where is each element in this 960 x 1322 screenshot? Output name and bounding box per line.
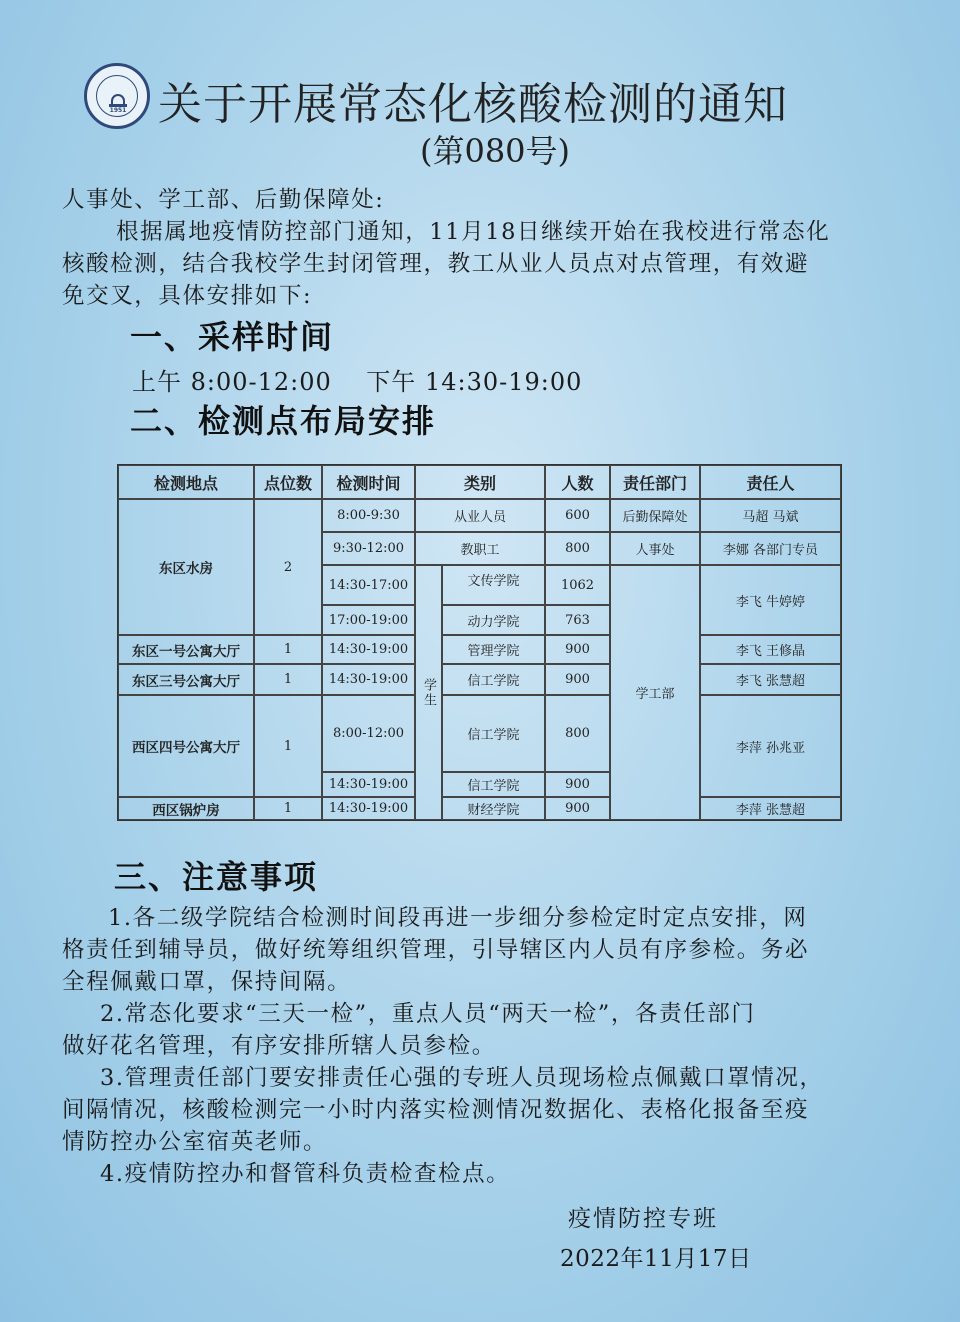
table-cell-location: 西区四号公寓大厅 — [118, 695, 254, 797]
signature-date: 2022年11月17日 — [560, 1246, 752, 1272]
table-cell-category: 动力学院 — [442, 605, 545, 635]
table-cell-person: 李萍 张慧超 — [700, 797, 841, 820]
table-cell-time: 14:30-19:00 — [322, 664, 415, 695]
notice-line-9: 4.疫情防控办和督管科负责检查检点。 — [100, 1161, 511, 1187]
table-cell-people: 1062 — [545, 565, 610, 605]
table-header: 人数 — [545, 465, 610, 499]
table-cell-people: 900 — [545, 772, 610, 797]
table-cell-category: 财经学院 — [442, 797, 545, 820]
table-cell-count: 1 — [254, 695, 322, 797]
table-cell-category: 信工学院 — [442, 664, 545, 695]
table-cell-people: 600 — [545, 499, 610, 532]
notice-line-5: 做好花名管理，有序安排所辖人员参检。 — [62, 1033, 496, 1059]
table-cell-time: 8:00-12:00 — [322, 695, 415, 772]
table-header: 责任人 — [700, 465, 841, 499]
table-cell-person: 马超 马斌 — [700, 499, 841, 532]
notice-line-6: 3.管理责任部门要安排责任心强的专班人员现场检点佩戴口罩情况， — [100, 1065, 824, 1091]
signature-org: 疫情防控专班 — [568, 1206, 718, 1232]
table-cell-location: 东区一号公寓大厅 — [118, 635, 254, 664]
table-cell-location: 东区水房 — [118, 499, 254, 635]
table-cell-time: 8:00-9:30 — [322, 499, 415, 532]
table-cell-category: 教职工 — [415, 532, 545, 565]
table-cell-count: 1 — [254, 664, 322, 695]
notice-title: 关于开展常态化核酸检测的通知 — [158, 79, 788, 130]
table-cell-location: 东区三号公寓大厅 — [118, 664, 254, 695]
table-header: 责任部门 — [610, 465, 700, 499]
notice-line-3: 全程佩戴口罩，保持间隔。 — [62, 969, 352, 995]
table-cell-time: 9:30-12:00 — [322, 532, 415, 565]
table-cell-category: 从业人员 — [415, 499, 545, 532]
notice-line-1: 1.各二级学院结合检测时间段再进一步细分参检定时定点安排，网 — [108, 905, 808, 931]
table-cell-person: 李飞 牛婷婷 — [700, 565, 841, 635]
table-cell-person: 李飞 王修晶 — [700, 635, 841, 664]
table-cell-count: 2 — [254, 499, 322, 635]
intro-line-3: 免交叉，具体安排如下: — [62, 283, 313, 309]
table-header: 类别 — [415, 465, 545, 499]
table-cell-person: 李飞 张慧超 — [700, 664, 841, 695]
section2-heading: 二、检测点布局安排 — [130, 402, 437, 440]
table-cell-people: 800 — [545, 695, 610, 772]
table-cell-time: 17:00-19:00 — [322, 605, 415, 635]
table-cell-student-group: 学生 — [415, 565, 442, 820]
table-cell-people: 900 — [545, 797, 610, 820]
table-header: 检测地点 — [118, 465, 254, 499]
table-cell-people: 900 — [545, 664, 610, 695]
section1-heading: 一、采样时间 — [130, 318, 335, 356]
table-cell-department: 后勤保障处 — [610, 499, 700, 532]
table-header: 点位数 — [254, 465, 322, 499]
table-cell-category: 信工学院 — [442, 695, 545, 772]
testing-schedule-table — [117, 464, 842, 821]
salutation: 人事处、学工部、后勤保障处: — [62, 187, 385, 213]
seal-gate-icon — [111, 94, 125, 104]
table-cell-person: 李娜 各部门专员 — [700, 532, 841, 565]
table-cell-time: 14:30-17:00 — [322, 565, 415, 605]
table-cell-people: 900 — [545, 635, 610, 664]
intro-line-2: 核酸检测，结合我校学生封闭管理，教工从业人员点对点管理，有效避 — [62, 251, 810, 277]
notice-line-4: 2.常态化要求“三天一检”，重点人员“两天一检”，各责任部门 — [100, 1001, 756, 1027]
table-cell-category: 管理学院 — [442, 635, 545, 664]
notice-number: (第080号) — [419, 132, 571, 170]
intro-line-1: 根据属地疫情防控部门通知，11月18日继续开始在我校进行常态化 — [116, 219, 831, 245]
table-cell-time: 14:30-19:00 — [322, 635, 415, 664]
table-cell-people: 800 — [545, 532, 610, 565]
university-seal-logo — [84, 63, 150, 129]
seal-inner-ring — [96, 75, 138, 117]
table-cell-time: 14:30-19:00 — [322, 797, 415, 820]
seal-year: 1951 — [109, 107, 127, 114]
table-header: 检测时间 — [322, 465, 415, 499]
notice-line-7: 间隔情况，核酸检测完一小时内落实检测情况数据化、表格化报备至疫 — [62, 1097, 810, 1123]
notice-line-8: 情防控办公室宿英老师。 — [62, 1129, 328, 1155]
table-cell-department: 人事处 — [610, 532, 700, 565]
notice-line-2: 格责任到辅导员，做好统筹组织管理，引导辖区内人员有序参检。务必 — [62, 937, 810, 963]
table-cell-category: 文传学院 — [442, 565, 545, 605]
table-cell-time: 14:30-19:00 — [322, 772, 415, 797]
table-cell-location: 西区锅炉房 — [118, 797, 254, 820]
table-cell-count: 1 — [254, 797, 322, 820]
table-cell-people: 763 — [545, 605, 610, 635]
table-cell-person: 李萍 孙兆亚 — [700, 695, 841, 797]
section3-heading: 三、注意事项 — [114, 858, 319, 896]
table-cell-category: 信工学院 — [442, 772, 545, 797]
sampling-times: 上午 8:00-12:00 下午 14:30-19:00 — [132, 368, 583, 396]
table-cell-department: 学工部 — [610, 565, 700, 820]
table-cell-count: 1 — [254, 635, 322, 664]
